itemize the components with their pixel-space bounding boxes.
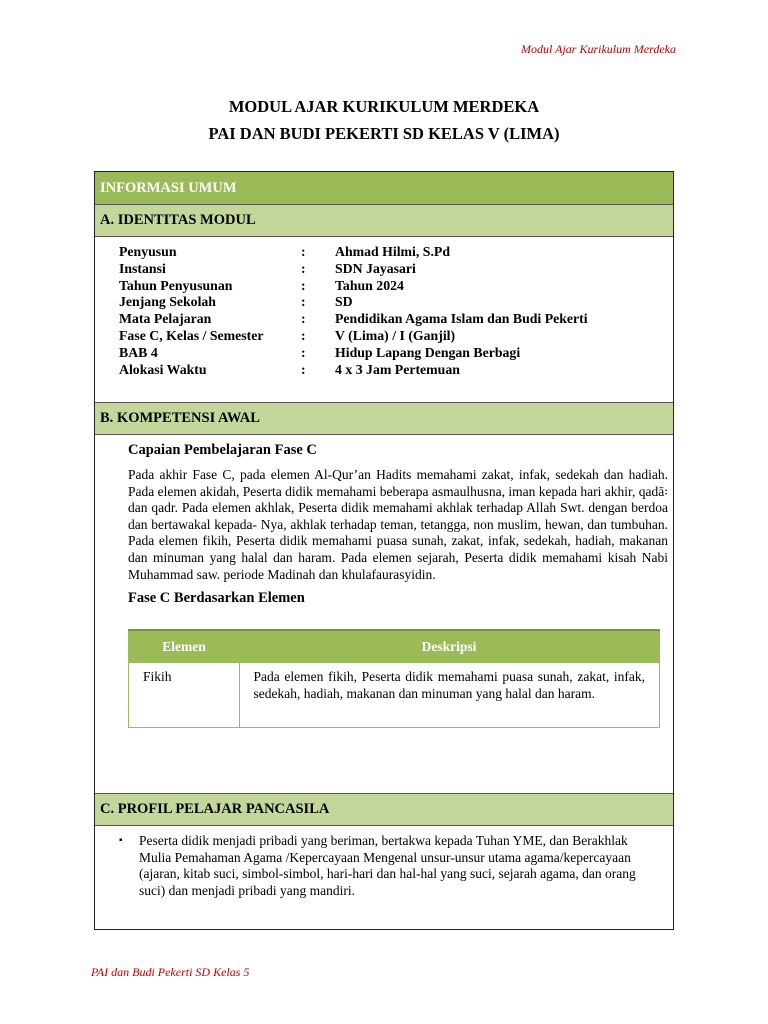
identitas-colon: : [301, 327, 306, 343]
identitas-label: Alokasi Waktu [119, 361, 207, 377]
document-title [0, 93, 768, 147]
table-row [129, 663, 660, 727]
identitas-value: Ahmad Hilmi, S.Pd [335, 244, 450, 259]
section-identitas-modul: A. IDENTITAS MODUL [95, 205, 673, 237]
identitas-row [119, 261, 588, 278]
identitas-colon: : [301, 344, 306, 360]
identitas-value: Pendidikan Agama Islam dan Budi Pekerti [335, 311, 588, 327]
identitas-colon: : [301, 311, 306, 327]
cp-title: Capaian Pembelajaran Fase C [128, 442, 317, 458]
list-item [119, 833, 659, 899]
identitas-list [119, 244, 588, 378]
cell-deskripsi: Pada elemen fikih, Peserta didik memahami puasa sunah, zakat, infak, sedekah, hadiah, makanan dan minuman yang halal dan haram. [253, 669, 645, 701]
identitas-row [119, 311, 588, 328]
cp-paragraph: Pada akhir Fase C, pada elemen Al-Qur’an Hadits memahami zakat, infak, sedekah dan hadiah. Pada elemen akidah, Peserta didik memahami beberapa asmaulhusna, iman kepada hari akhir, qadā꞉ dan qadr. Pada elemen akhlak, Peserta didik memahami akhlak terhadap Allah Swt. dengan berdoa dan bertawakal kepada- Nya, akhlak terhadap teman, tetangga, non muslim, hewan, dan tumbuhan. Pada elemen fikih, Peserta didik memahami puasa sunah, zakat, infak, sedekah, hadiah, makanan dan minuman yang halal dan haram. Pada elemen sejarah, Peserta didik memahami kisah Nabi Muhammad saw. periode Madinah dan khulafaurasyidin. [128, 467, 668, 582]
identitas-row [119, 278, 588, 295]
identitas-colon: : [301, 361, 306, 377]
identitas-value: 4 x 3 Jam Pertemuan [335, 361, 460, 377]
title-line-1: MODUL AJAR KURIKULUM MERDEKA [228, 97, 540, 116]
identitas-label: Fase C, Kelas / Semester [119, 327, 264, 343]
identitas-value: V (Lima) / I (Ganjil) [335, 327, 456, 343]
fase-title: Fase C Berdasarkan Elemen [128, 590, 305, 607]
identitas-value: SDN Jayasari [335, 260, 416, 276]
identitas-label: BAB 4 [119, 344, 158, 360]
profil-item-text: Peserta didik menjadi pribadi yang beriman, bertakwa kepada Tuhan YME, dan Berakhlak Mulia Pemahaman Agama /Kepercayaan Mengenal unsur-unsur utama agama/kepercayaan (ajaran, kitab suci, simbol-simbol, hari-hari dan hal-hal yang suci, sejarah agama, dan orang suci) dan menjadi pribadi yang mandiri. [139, 833, 636, 898]
running-header: Modul Ajar Kurikulum Merdeka [521, 42, 676, 56]
identitas-row [119, 328, 588, 345]
identitas-label: Jenjang Sekolah [119, 294, 216, 310]
identitas-value: Hidup Lapang Dengan Berbagi [335, 344, 521, 360]
identitas-row [119, 345, 588, 362]
square-bullet-icon: ▪ [119, 835, 123, 846]
identitas-colon: : [301, 260, 306, 276]
identitas-colon: : [301, 294, 306, 310]
cell-elemen: Fikih [129, 663, 240, 727]
identitas-colon: : [301, 244, 306, 259]
identitas-label: Mata Pelajaran [119, 311, 212, 327]
identitas-colon: : [301, 277, 306, 293]
identitas-row [119, 362, 588, 379]
elemen-table [128, 629, 660, 728]
identitas-label: Tahun Penyusunan [119, 277, 233, 293]
identitas-label: Instansi [119, 260, 166, 276]
column-header-deskripsi: Deskripsi [239, 630, 660, 663]
column-header-elemen: Elemen [129, 630, 240, 663]
running-footer: PAI dan Budi Pekerti SD Kelas 5 [91, 965, 250, 979]
title-line-2: PAI DAN BUDI PEKERTI SD KELAS V (LIMA) [208, 124, 560, 143]
module-frame [94, 171, 674, 930]
table-header-row [129, 630, 660, 663]
identitas-label: Penyusun [119, 244, 177, 259]
identitas-row [119, 244, 588, 261]
section-kompetensi-awal: B. KOMPETENSI AWAL [95, 402, 673, 435]
section-profil-pelajar-pancasila: C. PROFIL PELAJAR PANCASILA [95, 793, 673, 826]
identitas-value: Tahun 2024 [335, 277, 404, 293]
kompetensi-content [128, 442, 668, 607]
section-informasi-umum: INFORMASI UMUM [95, 172, 673, 205]
identitas-row [119, 294, 588, 311]
profil-list [119, 833, 659, 899]
identitas-value: SD [335, 294, 353, 310]
